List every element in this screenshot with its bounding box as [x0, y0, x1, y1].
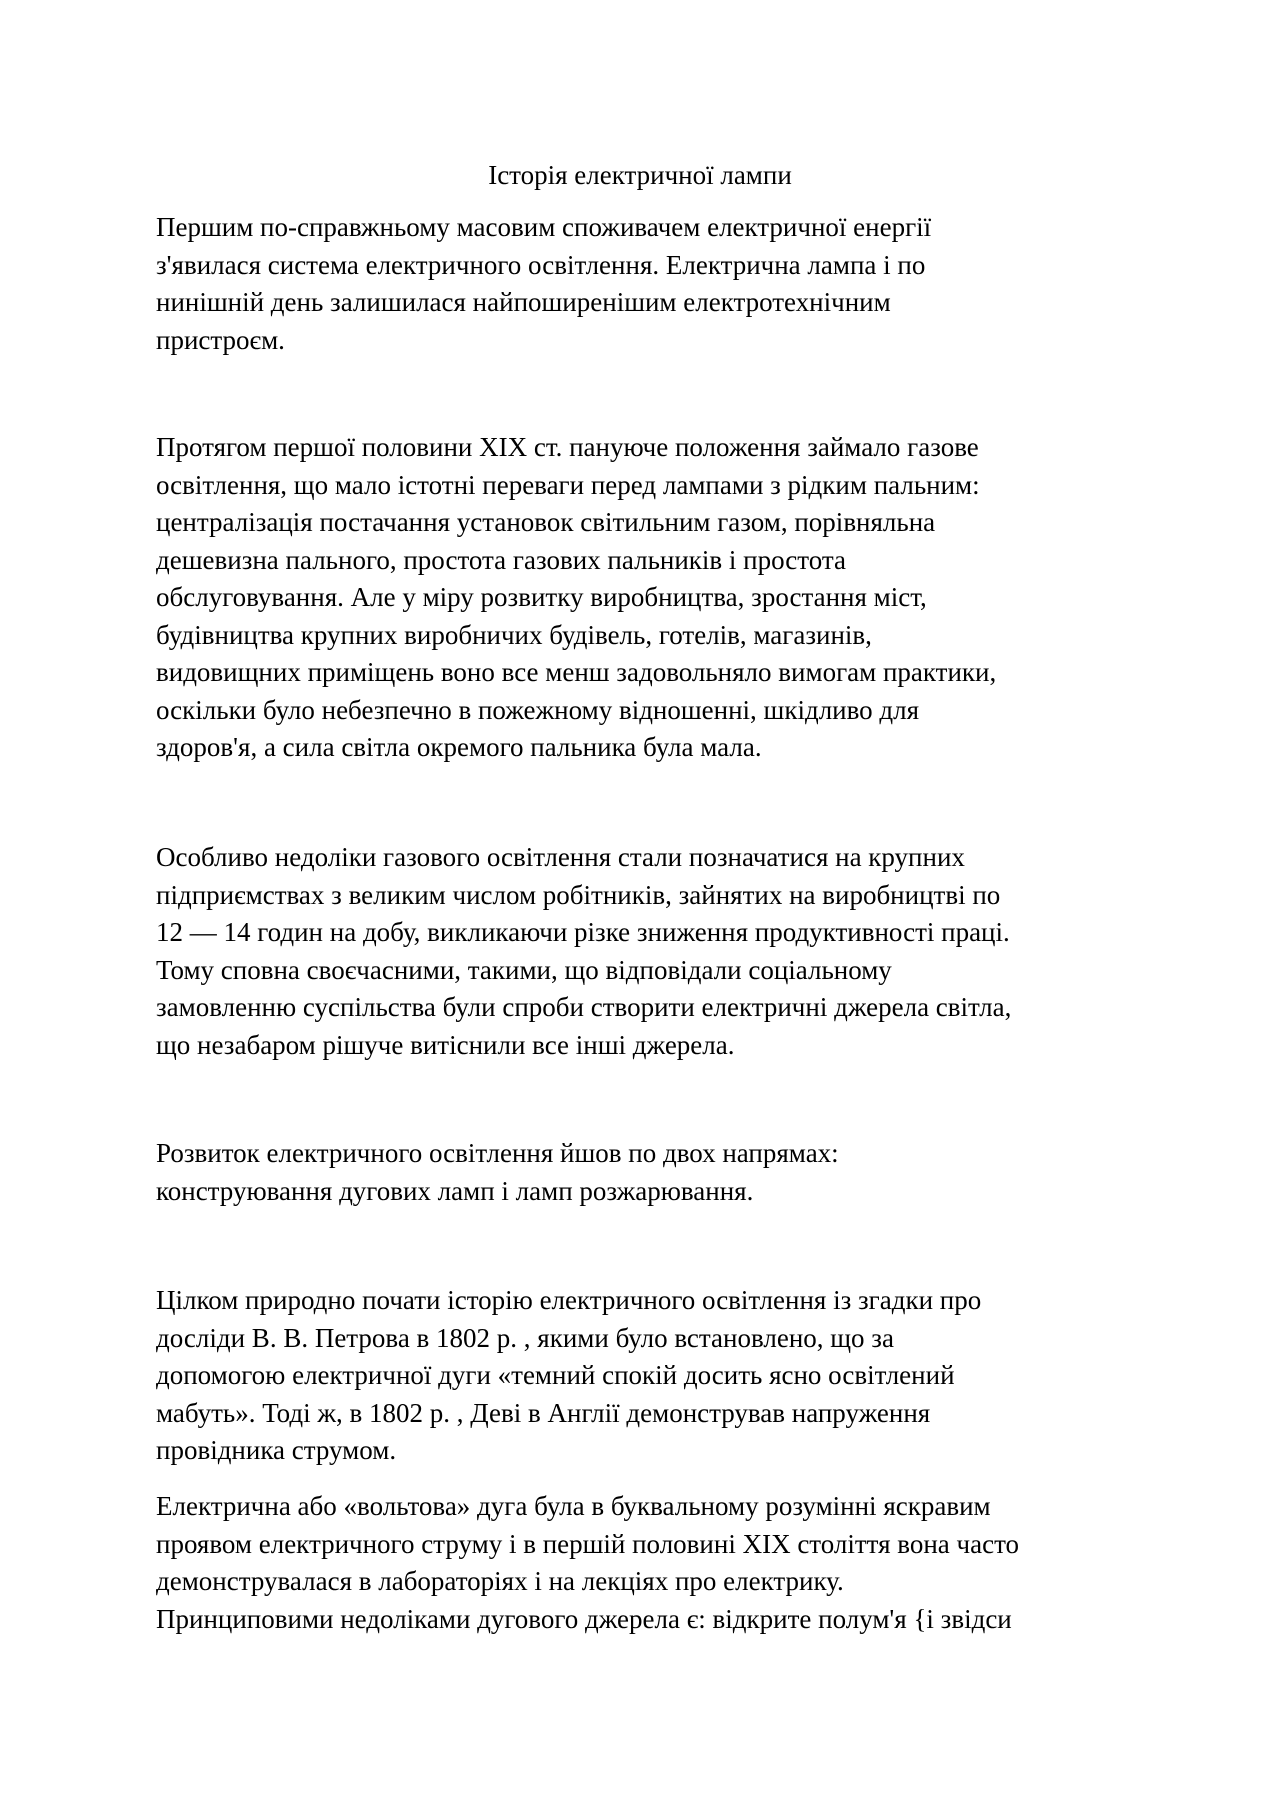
- paragraph-line: що незабаром рішуче витіснили все інші джерела.: [156, 1029, 735, 1060]
- paragraph-line: Протягом першої половини XIX ст. пануюче положення займало газове: [156, 432, 979, 462]
- paragraph-5: [156, 1282, 1156, 1470]
- paragraph-line: досліди В. В. Петрова в 1802 р. , якими було встановлено, що за: [156, 1322, 894, 1353]
- paragraph-line: конструювання дугових ламп і ламп розжарювання.: [156, 1175, 754, 1206]
- paragraph-line: Принциповими недоліками дугового джерела є: відкрите полум'я {і звідси: [156, 1603, 1012, 1634]
- paragraph-line: Особливо недоліки газового освітлення стали позначатися на крупних: [156, 842, 965, 872]
- page-title: Історія електричної лампи: [488, 160, 792, 190]
- paragraph-line: замовленню суспільства були спроби створити електричні джерела світла,: [156, 992, 1012, 1022]
- paragraph-line: видовищних приміщень воно все менш задовольняло вимогам практики,: [156, 657, 997, 687]
- paragraph-3: [156, 839, 1156, 1064]
- paragraph-line: дешевизна пального, простота газових пальників і простота: [156, 544, 846, 575]
- paragraph-4: [156, 1135, 1156, 1210]
- paragraph-line: допомогою електричної дуги «темний спокій досить ясно освітлений: [156, 1360, 955, 1390]
- paragraph-line: Розвиток електричного освітлення йшов по двох напрямах:: [156, 1138, 839, 1168]
- paragraph-line: з'явилася система електричного освітлення. Електрична лампа і по: [156, 249, 926, 280]
- paragraph-line: Цілком природно почати історію електричного освітлення із згадки про: [156, 1285, 982, 1315]
- paragraph-line: освітлення, що мало істотні переваги перед лампами з рідким пальним:: [156, 469, 980, 500]
- paragraph-line: обслуговування. Але у міру розвитку виробництва, зростання міст,: [156, 582, 927, 612]
- paragraph-line: оскільки було небезпечно в пожежному відношенні, шкідливо для: [156, 694, 920, 725]
- paragraph-line: провідника струмом.: [156, 1435, 397, 1465]
- paragraph-line: централізація постачання установок світильним газом, порівняльна: [156, 507, 936, 537]
- paragraph-line: Тому сповна своєчасними, такими, що відповідали соціальному: [156, 954, 892, 985]
- paragraph-line: демонструвалася в лабораторіях і на лекціях про електрику.: [156, 1566, 844, 1596]
- paragraph-line: нинішній день залишилася найпоширенішим електротехнічним: [156, 287, 891, 317]
- paragraph-2: [156, 429, 1156, 767]
- paragraph-1: [156, 209, 1156, 359]
- paragraph-line: Електрична або «вольтова» дуга була в буквальному розумінні яскравим: [156, 1491, 991, 1521]
- paragraph-line: пристроєм.: [156, 324, 285, 355]
- paragraph-line: здоров'я, а сила світла окремого пальника була мала.: [156, 732, 762, 762]
- paragraph-line: будівництва крупних виробничих будівель, готелів, магазинів,: [156, 619, 872, 650]
- paragraph-line: 12 — 14 годин на добу, викликаючи різке зниження продуктивності праці.: [156, 917, 1010, 947]
- paragraph-line: мабуть». Тоді ж, в 1802 р. , Деві в Англії демонстрував напруження: [156, 1397, 931, 1428]
- paragraph-6: [156, 1488, 1156, 1638]
- paragraph-line: підприємствах з великим числом робітників, зайнятих на виробництві по: [156, 879, 1001, 910]
- paragraph-line: проявом електричного струму і в першій половині XIX століття вона часто: [156, 1528, 1020, 1559]
- paragraph-line: Першим по-справжньому масовим споживачем електричної енергії: [156, 212, 932, 242]
